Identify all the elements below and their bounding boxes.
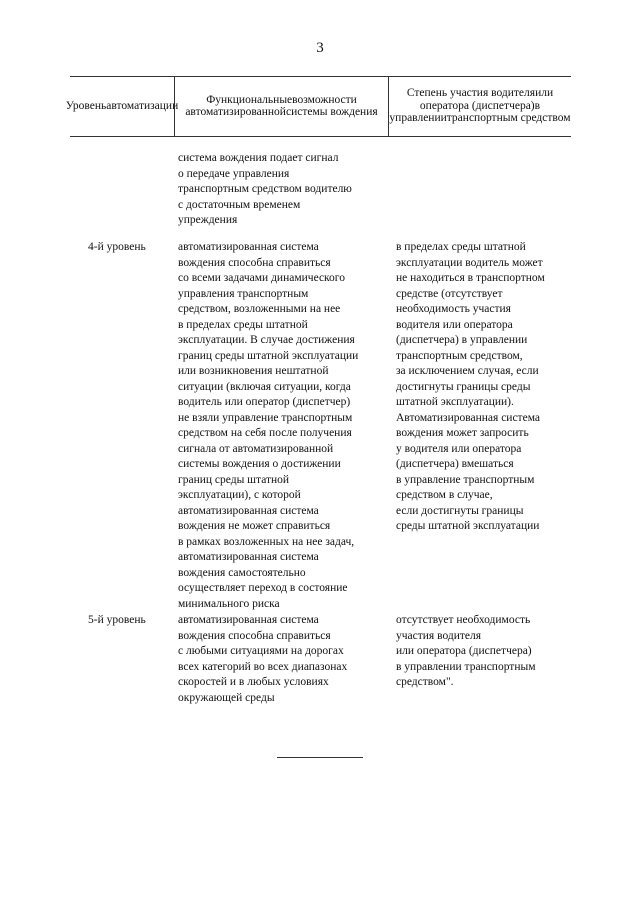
text-line: участия водителя bbox=[396, 629, 482, 642]
page-number: 3 bbox=[316, 40, 324, 56]
text-line: в управлении bbox=[389, 99, 541, 125]
text-line: если достигнуты границы bbox=[396, 504, 524, 517]
text-line: вождения способна справиться bbox=[178, 629, 331, 642]
text-line: в рамках возложенных на нее задач, bbox=[178, 535, 355, 548]
text-line: достигнуты границы среды bbox=[396, 380, 531, 393]
continuation-functions bbox=[178, 151, 352, 229]
text-line: сигнала от автоматизированной bbox=[178, 442, 334, 455]
text-line: ситуации (включая ситуации, когда bbox=[178, 380, 351, 393]
text-line: со всеми задачами динамического bbox=[178, 272, 345, 284]
text-line: водитель или оператор (диспетчер) bbox=[178, 396, 351, 408]
text-line: у водителя или оператора bbox=[396, 442, 522, 455]
text-line: окружающей среды bbox=[178, 691, 275, 704]
text-line: водителя или оператора bbox=[396, 318, 513, 331]
table-top-border bbox=[70, 76, 571, 77]
text-line: в пределах среды штатной bbox=[396, 241, 526, 253]
text-line: средством, возложенными на нее bbox=[178, 303, 341, 315]
text-line: (диспетчера) в управлении bbox=[396, 334, 528, 346]
text-line: о передаче управления bbox=[178, 167, 290, 180]
text-line: необходимость участия bbox=[396, 303, 511, 315]
table-header-bottom-border bbox=[70, 136, 571, 137]
text-line: осуществляет переход в состояние bbox=[178, 582, 348, 594]
text-line: в пределах среды штатной bbox=[178, 318, 308, 331]
level-5-driver-involvement bbox=[396, 613, 536, 691]
level-5-functions bbox=[178, 613, 347, 706]
text-line: транспортным средством bbox=[446, 112, 571, 125]
text-line: границ среды штатной bbox=[178, 473, 290, 486]
text-line: или возникновения нештатной bbox=[178, 365, 329, 377]
text-line: Степень участия водителя bbox=[406, 87, 536, 100]
text-line: с достаточным временем bbox=[178, 198, 301, 211]
header-functions bbox=[175, 78, 388, 134]
text-line: упреждения bbox=[178, 214, 238, 226]
text-line: всех категорий во всех диапазонах bbox=[178, 660, 348, 673]
level-4-driver-involvement bbox=[396, 240, 545, 535]
text-line: средством в случае, bbox=[396, 489, 493, 501]
text-line: средством". bbox=[396, 676, 454, 688]
text-line: с любыми ситуациями на дорогах bbox=[178, 645, 344, 657]
text-line: вождения способна справиться bbox=[178, 256, 331, 269]
text-line: вождения может запросить bbox=[396, 427, 529, 439]
text-line: эксплуатации водитель может bbox=[396, 256, 543, 269]
text-line: (диспетчера) вмешаться bbox=[396, 458, 514, 470]
text-line: системы вождения bbox=[285, 106, 378, 118]
header-driver-involvement bbox=[389, 78, 571, 134]
text-line: автоматизации bbox=[106, 99, 179, 112]
text-line: автоматизированная система bbox=[178, 241, 319, 253]
text-line: Автоматизированная система bbox=[396, 411, 540, 424]
level-4-label: 4-й уровень bbox=[88, 241, 146, 253]
text-line: системы вождения о достижении bbox=[178, 458, 341, 470]
level-5-label: 5-й уровень bbox=[88, 614, 146, 626]
text-line: управления транспортным bbox=[178, 287, 309, 300]
text-line: транспортным средством, bbox=[396, 349, 523, 362]
text-line: возможности автоматизированной bbox=[185, 93, 357, 118]
text-line: система вождения подает сигнал bbox=[178, 152, 339, 164]
text-line: или оператора (диспетчера) bbox=[396, 645, 532, 657]
level-4-functions bbox=[178, 240, 358, 612]
text-line: эксплуатации), с которой bbox=[178, 489, 301, 501]
text-line: автоматизированная система bbox=[178, 504, 319, 517]
text-line: в управлении транспортным bbox=[396, 660, 536, 673]
text-line: минимального риска bbox=[178, 597, 280, 610]
text-line: автоматизированная система bbox=[178, 551, 319, 563]
text-line: за исключением случая, если bbox=[396, 365, 539, 377]
header-level bbox=[65, 78, 179, 134]
text-line: среды штатной эксплуатации bbox=[396, 520, 540, 532]
text-line: скоростей и в любых условиях bbox=[178, 676, 329, 688]
text-line: отсутствует необходимость bbox=[396, 614, 531, 626]
text-line: Уровень bbox=[65, 99, 107, 112]
text-line: средстве (отсутствует bbox=[396, 287, 503, 300]
text-line: штатной эксплуатации). bbox=[396, 396, 514, 408]
text-line: транспортным средством водителю bbox=[178, 183, 352, 195]
text-line: вождения самостоятельно bbox=[178, 566, 306, 579]
text-line: средством на себя после получения bbox=[178, 427, 352, 439]
text-line: границ среды штатной эксплуатации bbox=[178, 349, 359, 362]
text-line: автоматизированная система bbox=[178, 614, 319, 626]
footer-separator-line bbox=[277, 757, 363, 758]
text-line: в управление транспортным bbox=[396, 473, 535, 486]
text-line: Функциональные bbox=[206, 93, 293, 106]
text-line: не находиться в транспортном bbox=[396, 272, 545, 284]
text-line: или оператора (диспетчера) bbox=[419, 87, 554, 112]
text-line: эксплуатации. В случае достижения bbox=[178, 334, 355, 346]
text-line: не взяли управление транспортным bbox=[178, 411, 353, 424]
text-line: вождения не может справиться bbox=[178, 520, 331, 532]
